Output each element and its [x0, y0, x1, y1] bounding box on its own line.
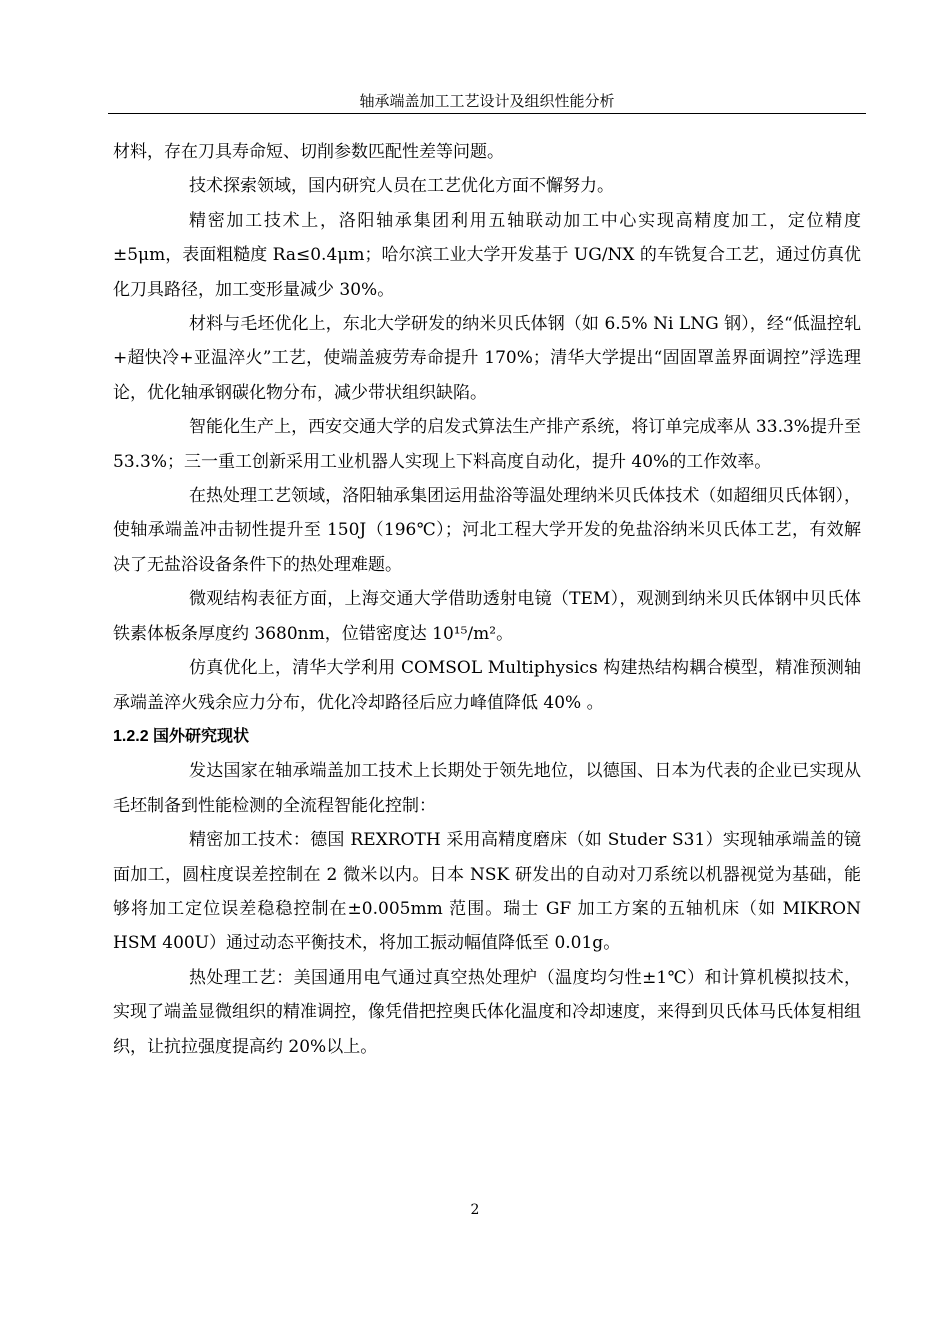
header-divider: [108, 113, 866, 114]
paragraph-heat-treatment: 在热处理工艺领域，洛阳轴承集团运用盐浴等温处理纳米贝氏体技术（如超细贝氏体钢），使轴承端盖冲击韧性提升至 150J（196℃）；河北工程大学开发的免盐浴纳米贝氏体工艺，有效解决了无盐浴设备条件下的热处理难题。: [113, 486, 861, 575]
paragraph-smart-production: 智能化生产上，西安交通大学的启发式算法生产排产系统，将订单完成率从 33.3%提升至 53.3%；三一重工创新采用工业机器人实现上下料高度自动化，提升 40%的工作效率。: [113, 417, 861, 472]
paragraph-foreign-overview: 发达国家在轴承端盖加工技术上长期处于领先地位，以德国、日本为代表的企业已实现从毛坯制备到性能检测的全流程智能化控制：: [113, 761, 861, 816]
section-heading: 1.2.2 国外研究现状: [113, 727, 250, 745]
paragraph-tech-exploration: 技术探索领域，国内研究人员在工艺优化方面不懈努力。: [189, 176, 614, 197]
paragraph-microstructure: 微观结构表征方面，上海交通大学借助透射电镜（TEM），观测到纳米贝氏体钢中贝氏体铁素体板条厚度约 3680nm，位错密度达 10¹⁵/m²。: [113, 589, 861, 644]
paragraph-material-optimization: 材料与毛坯优化上，东北大学研发的纳米贝氏体钢（如 6.5% Ni LNG 钢），经“低温控轧+超快冷+亚温淬火”工艺，使端盖疲劳寿命提升 170%；清华大学提出“固固罩盖界面调控”浮选理论，优化轴承钢碳化物分布，减少带状组织缺陷。: [113, 314, 861, 403]
paragraph-simulation: 仿真优化上，清华大学利用 COMSOL Multiphysics 构建热结构耦合模型，精准预测轴承端盖淬火残余应力分布，优化冷却路径后应力峰值降低 40% 。: [113, 658, 861, 713]
page-number: 2: [470, 1202, 480, 1218]
paragraph-foreign-heat-treatment: 热处理工艺：美国通用电气通过真空热处理炉（温度均匀性±1℃）和计算机模拟技术，实现了端盖显微组织的精准调控，像凭借把控奥氏体化温度和冷却速度，来得到贝氏体马氏体复相组织，让抗拉强度提高约 20%以上。: [113, 967, 861, 1057]
running-header: 轴承端盖加工工艺设计及组织性能分析: [359, 92, 615, 110]
paragraph-precision-machining: 精密加工技术上，洛阳轴承集团利用五轴联动加工中心实现高精度加工，定位精度±5μm，表面粗糙度 Ra≤0.4μm；哈尔滨工业大学开发基于 UG/NX 的车铣复合工艺，通过仿真优化刀具路径，加工变形量减少 30%。: [113, 210, 861, 300]
document-body: [113, 135, 861, 1064]
paragraph-foreign-precision: 精密加工技术：德国 REXROTH 采用高精度磨床（如 Studer S31）实现轴承端盖的镜面加工，圆柱度误差控制在 2 微米以内。日本 NSK 研发出的自动对刀系统以机器视觉为基础，能够将加工定位误差稳稳控制在±0.005mm 范围。瑞士 GF 加工方案的五轴机床（如 MIKRON HSM 400U）通过动态平衡技术，将加工振动幅值降低至 0.01g。: [113, 830, 861, 954]
paragraph-continuation: 材料，存在刀具寿命短、切削参数匹配性差等问题。: [113, 142, 504, 162]
